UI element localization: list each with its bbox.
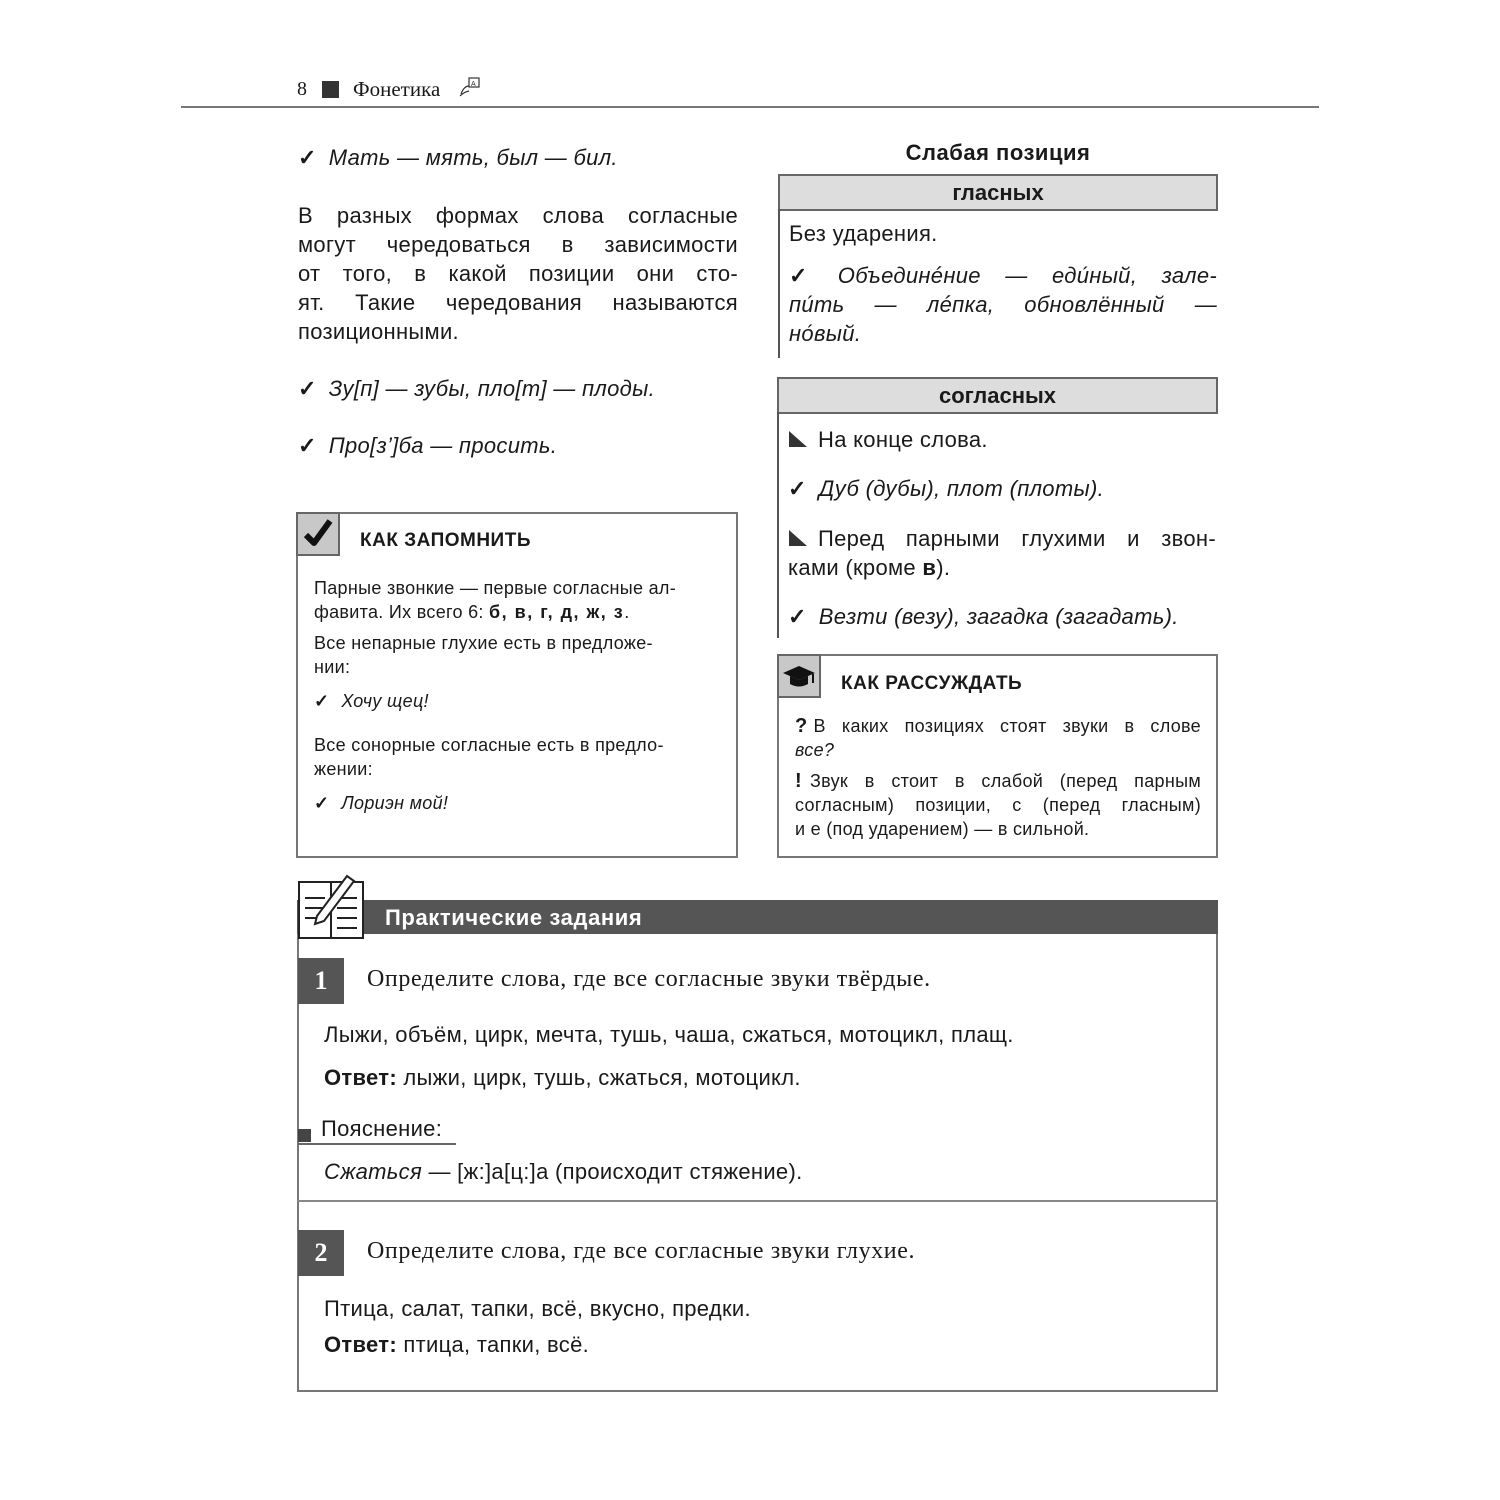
vowels-band: гласных — [778, 174, 1218, 211]
check-icon: ✓ — [298, 433, 317, 458]
practice-title: Практические задания — [385, 905, 643, 930]
paragraph-line: В разных формах слова согласные — [298, 203, 738, 228]
reason-content — [795, 714, 1201, 841]
remember-text: Все непарные глухие есть в предложе- — [314, 633, 653, 653]
check-icon: ✓ — [788, 476, 807, 501]
reason-question: ? В каких позициях стоят звуки в слове — [795, 715, 1201, 737]
check-icon: ✓ — [298, 145, 317, 170]
how-to-reason-box — [777, 654, 1218, 858]
header-square — [322, 81, 339, 98]
reason-answer: согласным) позиции, с (перед гласным) — [795, 795, 1201, 815]
cons-example-1: ✓ Дуб (дубы), плот (плоты). — [788, 476, 1104, 501]
page-number: 8 — [297, 78, 307, 100]
section-title: Фонетика — [353, 77, 441, 101]
check-icon: ✓ — [314, 793, 330, 813]
task-prompt: Определите слова, где все согласные звуки глухие. — [367, 1238, 916, 1264]
task-answer: Ответ: лыжи, цирк, тушь, сжаться, мотоцикл. — [324, 1065, 801, 1090]
explain-label: Пояснение: — [321, 1116, 443, 1141]
task-divider — [297, 1200, 1218, 1202]
svg-text:A: A — [471, 81, 476, 88]
weak-position-heading: Слабая позиция — [905, 140, 1091, 165]
example-prosba: ✓ Про[з’]ба — просить. — [298, 433, 558, 458]
example-mat: ✓ Мать — мять, был — бил. — [298, 145, 618, 170]
consonants-side-line — [777, 412, 779, 638]
question-icon: ? — [795, 715, 808, 737]
exclamation-icon: ! — [795, 770, 802, 792]
vowels-side-line — [778, 209, 780, 358]
explain-text: Сжаться — [ж:]а[ц:]а (происходит стяжение). — [324, 1159, 803, 1184]
triangle-bullet-icon — [788, 529, 808, 547]
box-title: КАК ЗАПОМНИТЬ — [360, 530, 531, 551]
paragraph-line: ят. Такие чередования называются — [298, 290, 738, 315]
graduation-cap-icon — [777, 654, 821, 698]
explain-underline — [298, 1143, 456, 1145]
check-icon: ✓ — [314, 691, 330, 711]
paragraph-line: позиционными. — [298, 319, 459, 344]
remember-example: ✓ Хочу щец! — [314, 691, 429, 711]
task-number: 1 — [298, 958, 344, 1004]
phonetics-icon — [458, 76, 482, 98]
header-rule — [181, 106, 1319, 108]
task-words: Птица, салат, тапки, всё, вкусно, предки. — [324, 1296, 751, 1321]
vowels-rule: Без ударения. — [789, 221, 938, 246]
remember-text: жении: — [314, 759, 373, 779]
cons-rule-before: Перед парными глухими и звон- ками (кроме в). — [788, 526, 1216, 580]
reason-answer: и е (под ударением) — в сильной. — [795, 819, 1090, 839]
remember-text: нии: — [314, 657, 351, 677]
remember-content — [314, 576, 720, 815]
consonants-band: согласных — [777, 377, 1218, 414]
task-prompt: Определите слова, где все согласные звуки твёрдые. — [367, 966, 931, 992]
vowels-examples: ✓ Объединéние — еди́ный, зале- пи́ть — лéпка, обновлённый — но́вый. — [789, 263, 1218, 346]
paragraph-line: могут чередоваться в зависимости — [298, 232, 738, 257]
triangle-bullet-icon — [788, 430, 808, 448]
remember-text: Все сонорные согласные есть в предло- — [314, 735, 664, 755]
how-to-remember-box — [296, 512, 738, 858]
positional-paragraph — [298, 201, 738, 346]
explain-bullet — [298, 1129, 311, 1142]
task-words: Лыжи, объём, цирк, мечта, тушь, чаша, сжаться, мотоцикл, плащ. — [324, 1022, 1014, 1047]
remember-text: Парные звонкие — первые согласные ал- — [314, 578, 677, 598]
reason-answer: ! Звук в стоит в слабой (перед парным — [795, 770, 1201, 792]
check-icon: ✓ — [789, 263, 826, 288]
task-number: 2 — [298, 1230, 344, 1276]
check-icon: ✓ — [298, 376, 317, 401]
notebook-pen-icon — [297, 872, 365, 940]
check-icon: ✓ — [788, 604, 807, 629]
remember-text: фавита. Их всего 6: б, в, г, д, ж, з. — [314, 602, 630, 622]
example-zub: ✓ Зу[п] — зубы, пло[т] — плоды. — [298, 376, 655, 401]
task-answer: Ответ: птица, тапки, всё. — [324, 1332, 590, 1357]
checkmark-icon — [296, 512, 340, 556]
reason-question-word: все? — [795, 740, 835, 760]
paragraph-line: от того, в какой позиции они сто- — [298, 261, 738, 286]
cons-rule-end: На конце слова. — [788, 425, 988, 454]
remember-example: ✓ Лориэн мой! — [314, 793, 449, 813]
cons-example-2: ✓ Везти (везу), загадка (загадать). — [788, 604, 1179, 629]
box-title: КАК РАССУЖДАТЬ — [841, 673, 1023, 694]
